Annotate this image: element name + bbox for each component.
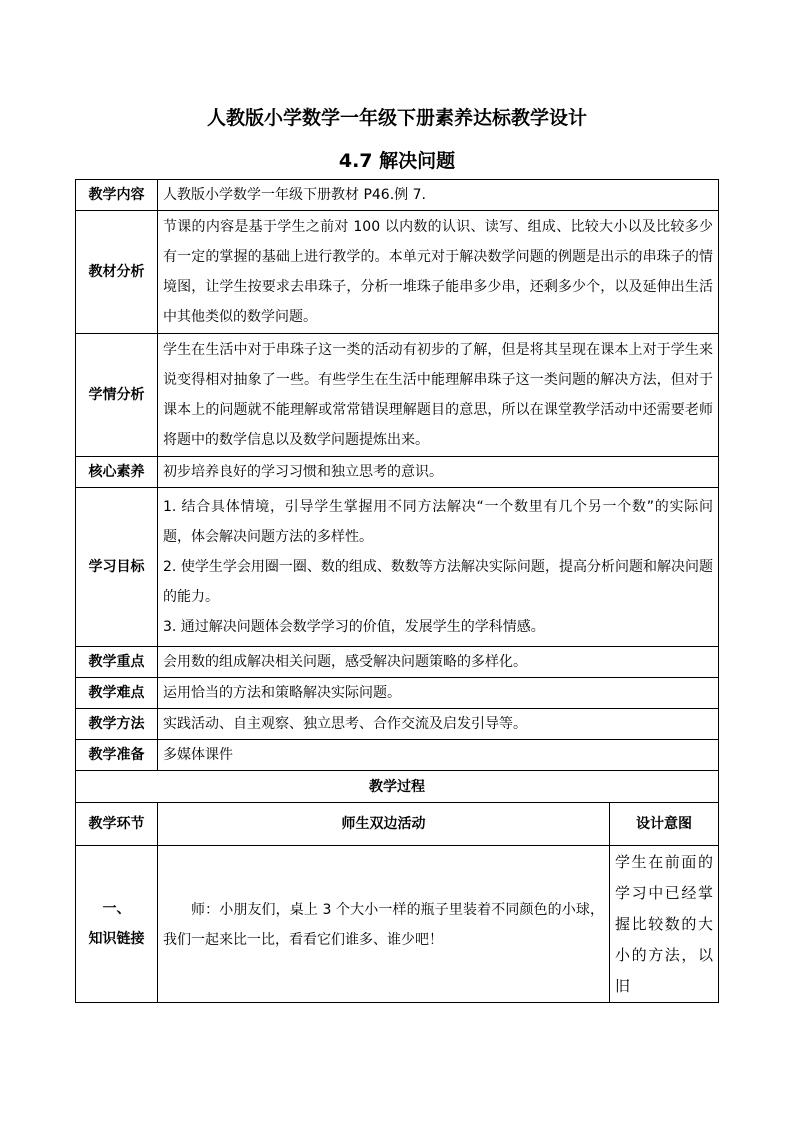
row-content: 多媒体课件 xyxy=(158,740,719,771)
objective-1: 1. 结合具体情境，引导学生掌握用不同方法解决“一个数里有几个另一个数”的实际问题，体会解决问题方法的多样性。 xyxy=(163,499,713,545)
row-content: 人教版小学数学一年级下册教材 P46.例 7. xyxy=(158,180,719,211)
row-label: 学习目标 xyxy=(76,488,158,647)
row-label: 教学内容 xyxy=(76,180,158,211)
table-row xyxy=(76,709,719,740)
row-content: 运用恰当的方法和策略解决实际问题。 xyxy=(158,678,719,709)
column-header-activity: 师生双边活动 xyxy=(158,803,610,846)
stage-name: 知识链接 xyxy=(88,931,145,947)
row-label: 教材分析 xyxy=(76,211,158,334)
table-row xyxy=(76,740,719,771)
row-content: 节课的内容是基于学生之前对 100 以内数的认识、读写、组成、比较大小以及比较多少有一定的掌握的基础上进行教学的。本单元对于解决数学问题的例题是出示的串珠子的情境图，让学生按要求去串珠子，分析一堆珠子能串多少串，还剩多少个，以及延伸出生活中其他类似的数学问题。 xyxy=(158,211,719,334)
document-title: 人教版小学数学一年级下册素养达标教学设计 xyxy=(206,107,587,129)
activity-cell xyxy=(158,846,610,1003)
stage-number: 一、 xyxy=(102,901,131,917)
column-header-intent: 设计意图 xyxy=(610,803,719,846)
stage-cell xyxy=(76,846,158,1003)
table-row xyxy=(76,334,719,457)
row-content: 初步培养良好的学习习惯和独立思考的意识。 xyxy=(158,457,719,488)
process-header-row xyxy=(76,803,719,846)
process-row xyxy=(76,846,719,1003)
row-content: 实践活动、自主观察、独立思考、合作交流及启发引导等。 xyxy=(158,709,719,740)
objective-2: 2. 使学生学会用圈一圈、数的组成、数数等方法解决实际问题，提高分析问题和解决问题的能力。 xyxy=(163,559,713,605)
row-label: 核心素养 xyxy=(76,457,158,488)
table-row xyxy=(76,678,719,709)
lesson-plan-table xyxy=(75,179,719,1003)
lesson-title: 4.7 解决问题 xyxy=(338,150,456,172)
row-content: 会用数的组成解决相关问题，感受解决问题策略的多样化。 xyxy=(158,647,719,678)
table-row xyxy=(76,647,719,678)
row-label: 教学方法 xyxy=(76,709,158,740)
objective-3: 3. 通过解决问题体会数学学习的价值，发展学生的学科情感。 xyxy=(163,619,545,635)
activity-text: 师：小朋友们，桌上 3 个大小一样的瓶子里装着不同颜色的小球，我们一起来比一比，看看它们谁多、谁少吧！ xyxy=(163,902,604,948)
table-row xyxy=(76,488,719,647)
intent-cell: 学生在前面的学习中已经掌握比较数的大小的方法，以旧 xyxy=(610,846,719,1003)
table-row xyxy=(76,180,719,211)
row-label: 教学准备 xyxy=(76,740,158,771)
row-content: 学生在生活中对于串珠子这一类的活动有初步的了解，但是将其呈现在课本上对于学生来说变得相对抽象了一些。有些学生在生活中能理解串珠子这一类问题的解决方法，但对于课本上的问题就不能理解或常常错误理解题目的意思，所以在课堂教学活动中还需要老师将题中的数学信息以及数学问题提炼出来。 xyxy=(158,334,719,457)
table-row xyxy=(76,211,719,334)
process-heading-row xyxy=(76,771,719,803)
row-label: 学情分析 xyxy=(76,334,158,457)
process-heading: 教学过程 xyxy=(76,771,719,803)
column-header-stage: 教学环节 xyxy=(76,803,158,846)
row-label: 教学重点 xyxy=(76,647,158,678)
table-row xyxy=(76,457,719,488)
row-content xyxy=(158,488,719,647)
row-label: 教学难点 xyxy=(76,678,158,709)
